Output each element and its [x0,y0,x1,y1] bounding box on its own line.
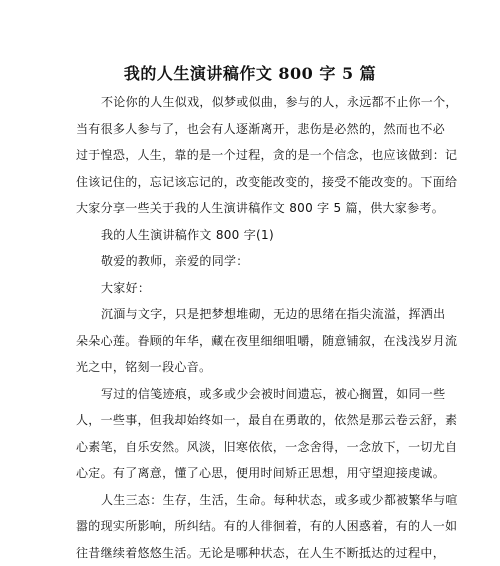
salutation: 敬爱的教师，亲爱的同学： [101,254,249,268]
paragraph-line: 光之中，铭刻一段心音。 [76,360,212,374]
paragraph-line: 过于惶恐，人生，靠的是一个过程，贪的是一个信念，也应该做到：记 [76,148,458,162]
paragraph-line: 住该记住的，忘记该忘记的，改变能改变的，接受不能改变的。下面给 [76,175,458,189]
paragraph-line: 写过的信笺迹痕，或多或少会被时间遗忘，被心搁置，如同一些 [101,387,446,401]
paragraph-line: 朵朵心莲。眷顾的年华，藏在夜里细细咀嚼，随意铺叙，在浅浅岁月流 [76,334,458,348]
paragraph-line: 当有很多人参与了，也会有人逐渐离开，悲伤是必然的，然而也不必 [76,122,446,136]
paragraph-line: 沉湎与文字，只是把梦想堆砌，无边的思绪在指尖流溢，挥洒出 [101,307,446,321]
page-title: 我的人生演讲稿作文 800 字 5 篇 [123,64,377,83]
greeting: 大家好： [101,281,151,295]
paragraph-line: 往昔继续着悠悠生活。无论是哪种状态，在人生不断抵达的过程中， [76,546,446,560]
paragraph-line: 不论你的人生似戏，似梦或似曲，参与的人，永远都不止你一个， [101,95,458,109]
paragraph-line: 嚣的现实所影响，所纠结。有的人徘徊着，有的人困惑着，有的人一如 [76,519,458,533]
paragraph-line: 大家分享一些关于我的人生演讲稿作文 800 字 5 篇，供大家参考。 [76,201,444,215]
paragraph-line: 人，一些事，但我却始终如一，最自在勇敢的，依然是那云卷云舒，素 [76,413,458,427]
paragraph-line: 心素笔，自乐安然。风淡，旧寒依依，一念舍得，一念放下，一切尤自 [76,440,458,454]
paragraph-line: 人生三态：生存，生活，生命。每种状态，或多或少都被繁华与喧 [101,493,458,507]
section-heading: 我的人生演讲稿作文 800 字(1) [101,228,274,242]
paragraph-line: 心定。有了离意，懂了心思，便用时间矫正思想，用守望迎接虔诚。 [76,466,446,480]
